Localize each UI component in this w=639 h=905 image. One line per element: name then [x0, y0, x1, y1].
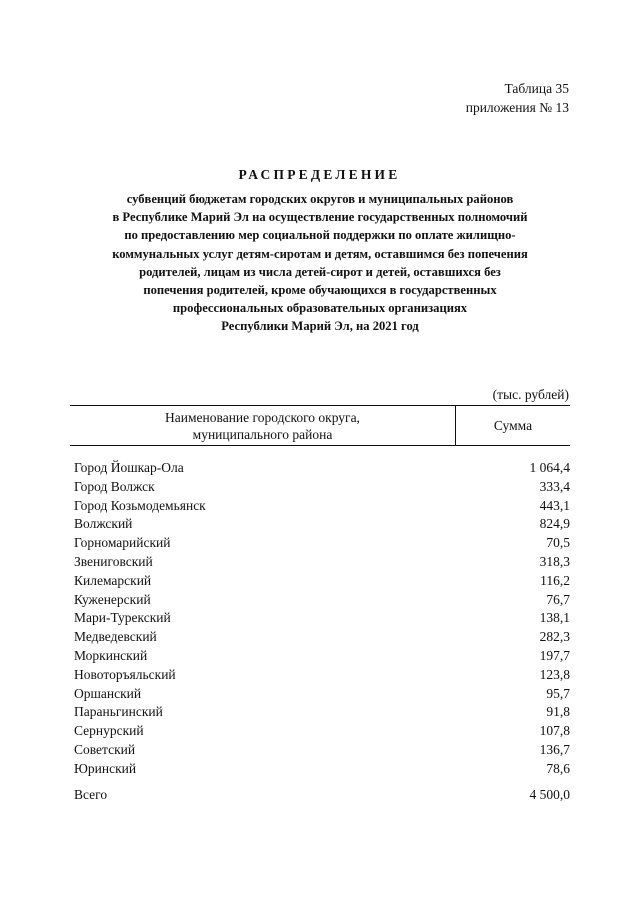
- distribution-table: [70, 405, 570, 805]
- row-value: 91,8: [546, 704, 570, 720]
- row-value: 443,1: [539, 497, 570, 513]
- subtitle-line: попечения родителей, кроме обучающихся в государственных: [143, 283, 497, 298]
- table-total-row: [70, 785, 570, 805]
- row-name: Мари-Турекский: [74, 610, 171, 626]
- table-row: [70, 497, 570, 516]
- row-name: Советский: [74, 741, 136, 757]
- table-row: [70, 685, 570, 704]
- table-row: [70, 515, 570, 534]
- row-value: 123,8: [539, 666, 570, 682]
- total-value: 4 500,0: [529, 786, 570, 802]
- header-name-cell: [70, 406, 456, 445]
- table-row: [70, 722, 570, 741]
- row-value: 76,7: [546, 591, 570, 607]
- subtitle-line: Республики Марий Эл, на 2021 год: [221, 319, 419, 334]
- total-label: Всего: [74, 786, 108, 802]
- row-value: 138,1: [539, 610, 570, 626]
- row-value: 136,7: [539, 741, 570, 757]
- header-name-line: муниципального района: [192, 426, 333, 442]
- subtitle-line: профессиональных образовательных организациях: [172, 301, 468, 316]
- subtitle-line: коммунальных услуг детям-сиротам и детям, оставшимся без попечения: [112, 246, 528, 261]
- row-value: 282,3: [539, 629, 570, 645]
- row-name: Горномарийский: [74, 535, 171, 551]
- annex-number: приложения № 13: [465, 100, 569, 115]
- table-row: [70, 553, 570, 572]
- row-value: 107,8: [539, 723, 570, 739]
- row-name: Оршанский: [74, 685, 142, 701]
- table-row: [70, 572, 570, 591]
- row-name: Куженерский: [74, 591, 151, 607]
- header-sum-cell: Сумма: [493, 417, 533, 433]
- row-value: 824,9: [539, 516, 570, 532]
- row-name: Сернурский: [74, 723, 144, 739]
- row-name: Звениговский: [74, 553, 153, 569]
- units-note: (тыс. рублей): [492, 387, 569, 402]
- row-value: 1 064,4: [529, 460, 570, 475]
- document-heading: РАСПРЕДЕЛЕНИЕ: [238, 167, 401, 182]
- subtitle-line: субвенций бюджетам городских округов и муниципальных районов: [126, 192, 514, 206]
- row-name: Юринский: [74, 760, 137, 776]
- table-reference: [466, 79, 569, 117]
- table-row: [70, 703, 570, 722]
- row-name: Новоторъяльский: [74, 666, 176, 682]
- table-row: [70, 666, 570, 685]
- table-row: [70, 609, 570, 628]
- table-body: [70, 459, 570, 779]
- table-number: Таблица 35: [504, 81, 569, 96]
- table-row: [70, 478, 570, 497]
- table-row: [70, 591, 570, 610]
- row-name: Город Йошкар-Ола: [74, 460, 184, 475]
- table-header: [70, 405, 570, 446]
- table-row: [70, 647, 570, 666]
- row-value: 70,5: [546, 535, 570, 551]
- row-value: 116,2: [540, 572, 570, 588]
- subtitle-line: в Республике Марий Эл на осуществление государственных полномочий: [112, 210, 528, 225]
- document-subtitle: [70, 190, 570, 336]
- subtitle-line: по предоставлению мер социальной поддержки по оплате жилищно-: [124, 228, 516, 243]
- table-row: [70, 534, 570, 553]
- row-value: 333,4: [539, 478, 570, 494]
- row-value: 318,3: [539, 553, 570, 569]
- row-value: 95,7: [546, 685, 570, 701]
- row-name: Город Волжск: [74, 478, 155, 494]
- header-name-line: Наименование городского округа,: [165, 409, 360, 425]
- row-name: Город Козьмодемьянск: [74, 497, 206, 513]
- row-name: Медведевский: [74, 629, 157, 645]
- row-name: Моркинский: [74, 647, 148, 663]
- subtitle-line: родителей, лицам из числа детей-сирот и детей, оставшихся без: [139, 264, 501, 279]
- table-row: [70, 459, 570, 478]
- table-row: [70, 741, 570, 760]
- table-row: [70, 760, 570, 779]
- row-name: Килемарский: [74, 572, 152, 588]
- row-name: Волжский: [74, 516, 133, 532]
- row-name: Параньгинский: [74, 704, 163, 720]
- table-row: [70, 628, 570, 647]
- row-value: 78,6: [546, 760, 570, 776]
- row-value: 197,7: [539, 647, 570, 663]
